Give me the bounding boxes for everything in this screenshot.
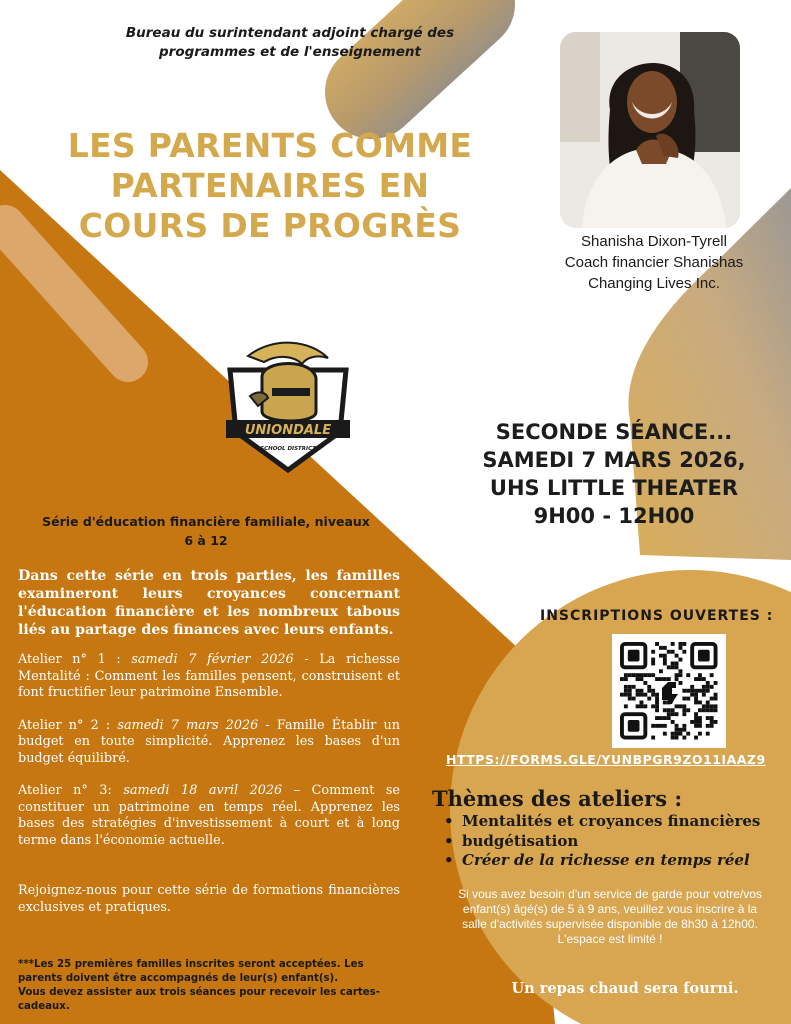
themes-list xyxy=(444,812,784,871)
notice-line-2: Vous devez assister aux trois séances pour recevoir les cartes-cadeaux. xyxy=(18,987,380,1012)
series-intro: Dans cette série en trois parties, les familles examineront leurs croyances concernant l'éducation financière et les nombreux tabous liés au partage des finances avec leurs enfants. xyxy=(18,568,400,638)
workshop-item xyxy=(18,783,400,849)
workshop-label: Atelier n° 3: xyxy=(18,783,112,798)
speaker-name: Shanisha Dixon-Tyrell xyxy=(581,233,727,250)
themes-title: Thèmes des ateliers : xyxy=(432,786,683,811)
series-title: Série d'éducation financière familiale, niveaux 6 à 12 xyxy=(42,514,370,548)
workshop-date: samedi 7 mars 2026 xyxy=(117,717,259,733)
office-heading: Bureau du surintendant adjoint chargé des programmes et de l'enseignement xyxy=(125,25,455,60)
speaker-company: Changing Lives Inc. xyxy=(588,275,720,292)
workshop-text: - La richesse Mentalité : Comment les familles pensent, construisent et font fructifier leur patrimoine Ensemble. xyxy=(18,652,400,700)
workshop-text: – Comment se constituer un patrimoine en temps réel. Apprenez les bases des stratégies d'investissement à court et à long terme dans l'économie actuelle. xyxy=(18,783,401,848)
workshop-date: samedi 7 février 2026 xyxy=(131,652,294,667)
registration-qr-code[interactable] xyxy=(612,634,726,748)
theme-item: • budgétisation xyxy=(444,832,784,852)
uniondale-logo xyxy=(220,336,356,474)
childcare-text: Si vous avez besoin d'un service de garde pour votre/vos enfant(s) âgé(s) de 5 à 9 ans, veuillez vous inscrire à la salle d'activités supervisée disponible de 8h30 à 12h00. xyxy=(458,887,762,931)
logo-sub: SCHOOL DISTRICT xyxy=(260,446,316,452)
session-info xyxy=(456,418,772,530)
event-title: LES PARENTS COMME PARTENAIRES EN COURS DE PROGRÈS xyxy=(67,126,473,245)
childcare-info xyxy=(452,887,768,947)
enrollment-notice xyxy=(18,958,402,1014)
session-line-4: 9H00 - 12H00 xyxy=(533,504,695,528)
speaker-caption xyxy=(540,231,768,294)
workshop-item xyxy=(18,718,400,768)
session-line-3: UHS LITTLE THEATER xyxy=(489,476,739,500)
workshop-list xyxy=(18,652,400,865)
workshop-label: Atelier n° 1 : xyxy=(18,652,121,667)
speaker-role: Coach financier Shanishas xyxy=(564,254,744,271)
workshop-item xyxy=(18,652,400,702)
speaker-photo xyxy=(560,32,740,228)
registration-link[interactable]: HTTPS://FORMS.GLE/YUNBPGR9ZO11IAAZ9 xyxy=(446,752,766,767)
session-line-2: SAMEDI 7 MARS 2026, xyxy=(482,448,746,472)
theme-item: • Créer de la richesse en temps réel xyxy=(444,851,784,871)
workshop-label: Atelier n° 2 : xyxy=(18,717,111,733)
meal-note: Un repas chaud sera fourni. xyxy=(511,980,739,997)
workshop-text: - Famille Établir un budget en toute simplicité. Apprenez les bases d'un budget équilibré. xyxy=(18,717,400,766)
registration-label: INSCRIPTIONS OUVERTES : xyxy=(540,608,774,624)
join-text: Rejoignez-nous pour cette série de formations financières exclusives et pratiques. xyxy=(18,883,400,915)
session-line-1: SECONDE SÉANCE... xyxy=(495,420,733,444)
childcare-limited: L'espace est limité ! xyxy=(557,932,663,946)
theme-item: • Mentalités et croyances financières xyxy=(444,812,784,832)
logo-name: UNIONDALE xyxy=(244,423,332,438)
workshop-date: samedi 18 avril 2026 xyxy=(123,783,283,798)
notice-line-1: ***Les 25 premières familles inscrites seront acceptées. Les parents doivent être accompagnés de leur(s) enfant(s). xyxy=(18,959,364,984)
